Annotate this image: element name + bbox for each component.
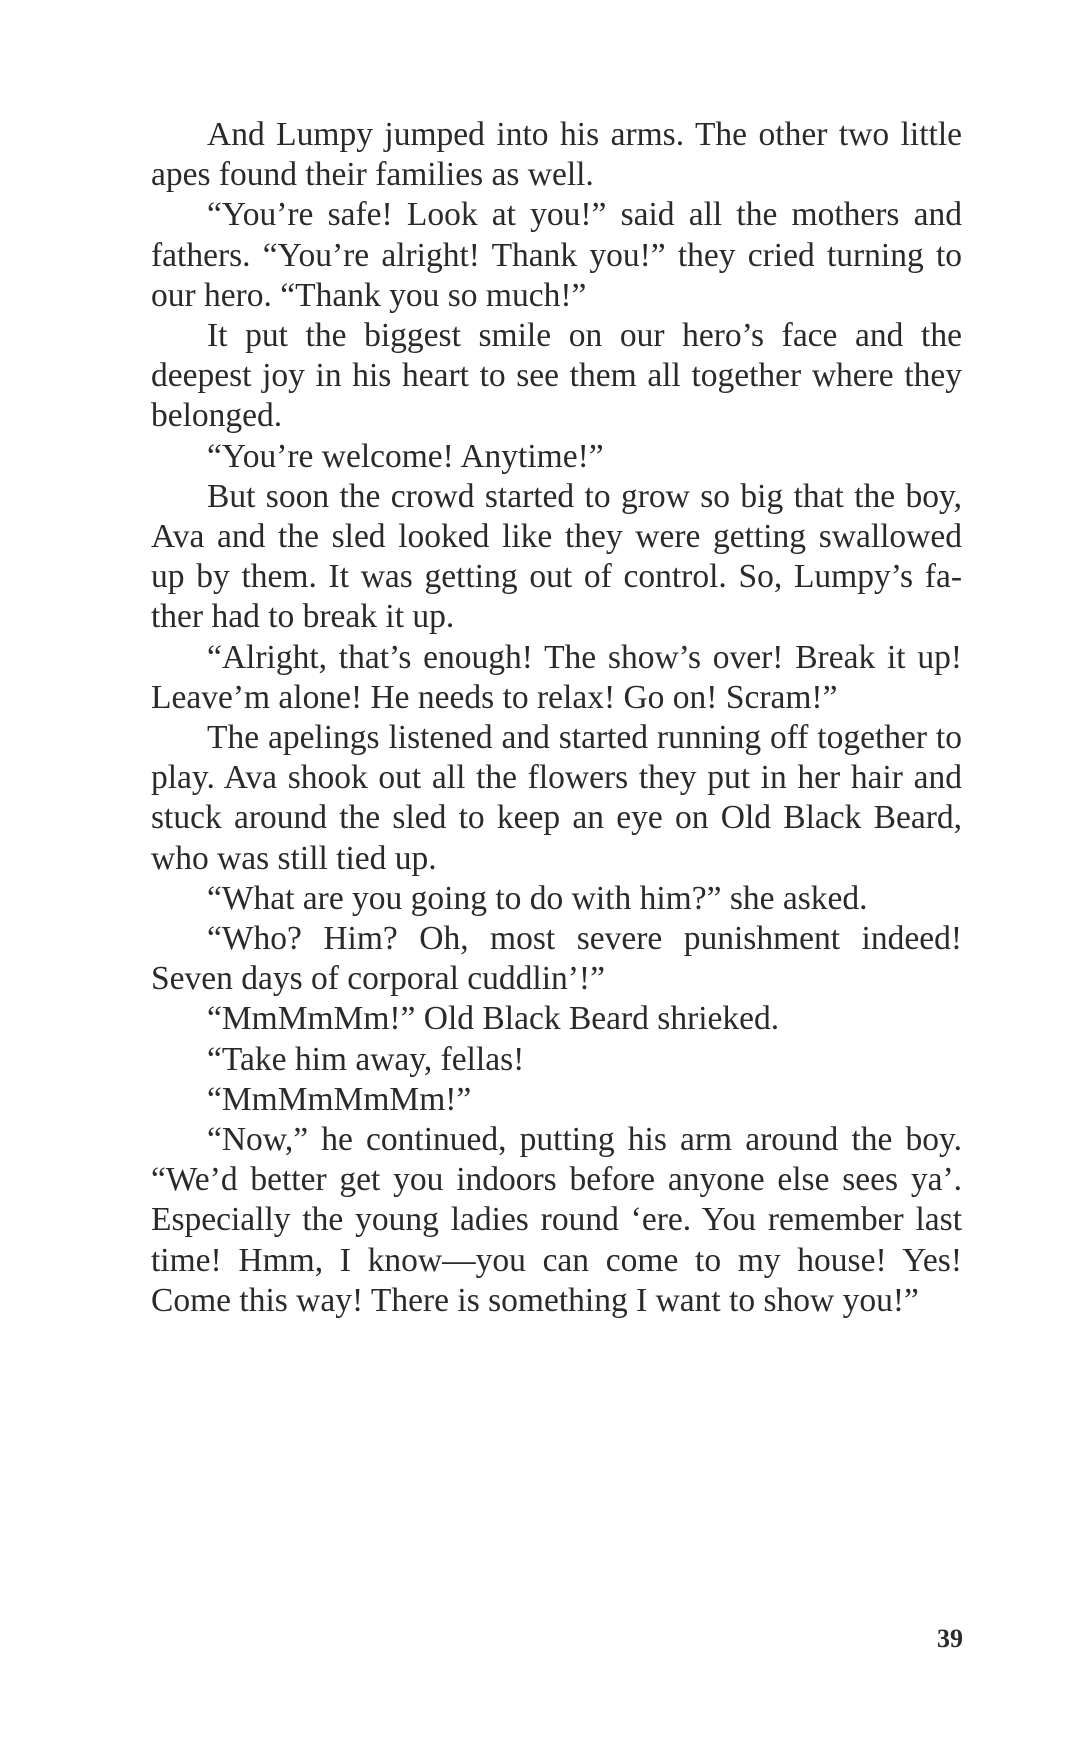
paragraph: “Take him away, fellas! xyxy=(207,1040,525,1078)
body-text xyxy=(151,115,962,1321)
paragraph: The apelings listened and started running off together to play. Ava shook out all the flowers they put in her hair and stuck around the sled to keep an eye on Old Black Beard, who was still tied up. xyxy=(151,719,962,877)
paragraph: “Alright, that’s enough! The show’s over! Break it up! Leave’m alone! He needs to relax! Go on! Scram!” xyxy=(151,638,962,716)
paragraph: “Who? Him? Oh, most severe punishment indeed! Seven days of corporal cuddlin’!” xyxy=(151,920,962,998)
paragraph: “MmMmMmMm!” xyxy=(207,1080,472,1118)
page-number: 39 xyxy=(937,1624,963,1653)
paragraph: And Lumpy jumped into his arms. The other two little apes found their families as well. xyxy=(151,116,962,194)
paragraph: But soon the crowd started to grow so big that the boy, Ava and the sled looked like they were getting swallowed up by them. It was getting out of control. So, Lumpy’s father had to break it up. xyxy=(151,477,962,636)
paragraph: “Now,” he continued, putting his arm around the boy. “We’d better get you indoors before anyone else sees ya’. Especially the young ladies round ‘ere. You remember last time! Hmm, I know—you can come to my house! Yes! Come this way! There is something I want to show you!” xyxy=(151,1121,962,1319)
paragraph: “MmMmMm!” Old Black Beard shrieked. xyxy=(207,1000,780,1038)
paragraph: “You’re safe! Look at you!” said all the mothers and fathers. “You’re alright! Thank you!” they cried turning to our hero. “Thank you so much!” xyxy=(151,196,962,314)
paragraph: It put the biggest smile on our hero’s face and the deepest joy in his heart to see them all together where they belonged. xyxy=(151,317,962,435)
paragraph: “What are you going to do with him?” she asked. xyxy=(207,879,868,917)
paragraph: “You’re welcome! Anytime!” xyxy=(207,437,604,475)
